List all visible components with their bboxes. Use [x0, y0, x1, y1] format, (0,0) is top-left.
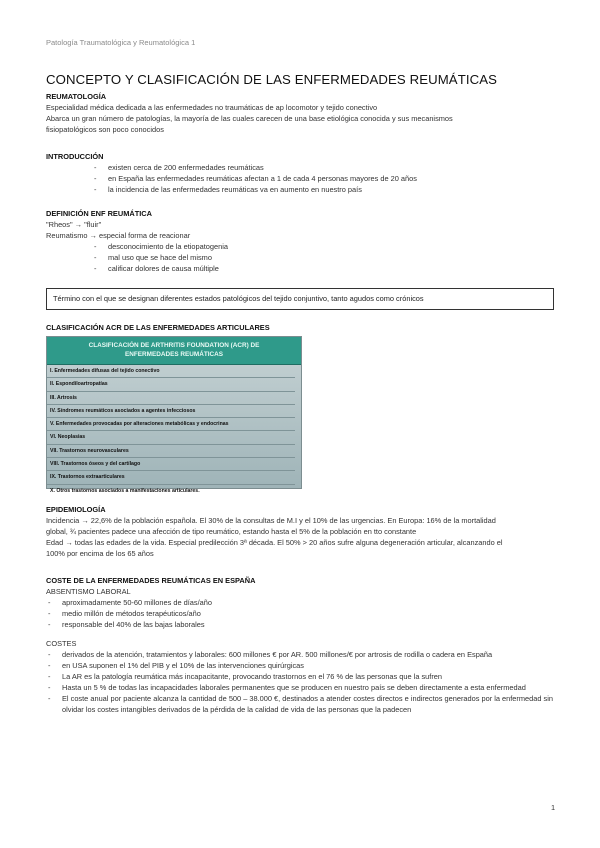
table-row: IX. Trastornos extraarticulares [47, 471, 295, 484]
table-row: II. Espondiloartropatías [47, 378, 295, 391]
paragraph-line: global, ¾ pacientes padece una afección de tipo reumático, estando hasta el 5% de la población en tto constante [46, 527, 417, 536]
list-item: - calificar dolores de causa múltiple [94, 264, 219, 273]
list-item: - en España las enfermedades reumáticas afectan a 1 de cada 4 personas mayores de 20 años [94, 174, 417, 183]
list-item: - derivados de la atención, tratamientos y laborales: 600 millones € por AR. 500 millones/€ por artrosis de rodilla o cadera en España [48, 650, 493, 659]
paragraph-line: Incidencia → 22,6% de la población española. El 30% de la consultas de M.I y el 10% de las urgencias. En Europa: 16% de la mortalidad [46, 516, 496, 525]
table-row: I. Enfermedades difusas del tejido conectivo [47, 365, 295, 378]
section-coste [46, 575, 556, 715]
page-title: CONCEPTO Y CLASIFICACIÓN DE LAS ENFERMEDADES REUMÁTICAS [46, 72, 498, 87]
paragraph-line: 100% por encima de los 65 años [46, 549, 154, 558]
paragraph-line: "Rheos" → "fluir" [46, 220, 102, 229]
table-row: X. Otros trastornos asociados a manifestaciones articulares. [50, 487, 200, 494]
list-item: - mal uso que se hace del mismo [94, 253, 212, 262]
list-item: - La AR es la patología reumática más incapacitante, provocando trastornos en el 76 % de las personas que la sufren [48, 672, 443, 681]
section-introduccion [46, 151, 556, 195]
section-heading: REUMATOLOGÍA [46, 92, 107, 101]
definition-box: Término con el que se designan diferentes estados patológicos del tejido conjuntivo, tanto agudos como crónicos [46, 288, 554, 310]
running-header: Patología Traumatológica y Reumatológica 1 [46, 38, 196, 47]
list-item: - aproximadamente 50-60 millones de días/año [48, 598, 212, 607]
absentismo-list [46, 597, 556, 630]
list-item: - Hasta un 5 % de todas las incapacidades laborales permanentes que se producen en nuestro país se deben directamente a esta enfermedad [48, 683, 526, 692]
list-item: - medio millón de métodos terapéuticos/año [48, 609, 201, 618]
section-heading: CLASIFICACIÓN ACR DE LAS ENFERMEDADES ARTICULARES [46, 323, 270, 332]
subsection-label: ABSENTISMO LABORAL [46, 587, 131, 596]
intro-list [46, 162, 556, 195]
section-heading: COSTE DE LA ENFERMEDADES REUMÁTICAS EN ESPAÑA [46, 576, 256, 585]
list-item: - existen cerca de 200 enfermedades reumáticas [94, 163, 264, 172]
subsection-label: COSTES [46, 639, 77, 648]
section-heading: DEFINICIÓN ENF REUMÁTICA [46, 209, 152, 218]
costes-list [46, 649, 556, 715]
table-header: CLASIFICACIÓN DE ARTHRITIS FOUNDATION (ACR) DE ENFERMEDADES REUMÁTICAS [47, 337, 301, 365]
section-heading: INTRODUCCIÓN [46, 152, 104, 161]
paragraph-line: Abarca un gran número de patologías, la mayoría de las cuales carecen de una base etiológica conocida y sus mecanismos fisiopatológicos son poco conocidos [46, 114, 453, 134]
table-row: VIII. Trastornos óseos y del cartílago [47, 458, 295, 471]
list-item: - responsable del 40% de las bajas laborales [48, 620, 205, 629]
paragraph-line: Especialidad médica dedicada a las enfermedades no traumáticas de ap locomotor y tejido conectivo [46, 103, 378, 112]
acr-classification-table [46, 336, 302, 494]
section-reumatologia [46, 91, 556, 135]
page-number: 1 [551, 803, 556, 812]
table-row: VI. Neoplasias [47, 431, 295, 444]
list-item: - El coste anual por paciente alcanza la cantidad de 500 – 38.000 €, destinados a atender costes directos e indirectos generados por la enfermedad sin olvidar los costes intangibles derivados de la pérdida de la calidad de vida de las personas que la padecen [48, 694, 553, 714]
list-item: - la incidencia de las enfermedades reumáticas va en aumento en nuestro país [94, 185, 362, 194]
section-epidemiologia [46, 504, 556, 559]
paragraph-line: Edad → todas las edades de la vida. Especial predilección 3ª década. El 50% > 20 años sufre alguna degeneración articular, alcanzando el [46, 538, 503, 547]
section-clasificacion [46, 322, 556, 333]
table-row: III. Artrosis [47, 392, 295, 405]
paragraph-line: Reumatismo → especial forma de reacionar [46, 231, 191, 240]
section-definicion [46, 208, 556, 274]
table-row: VII. Trastornos neurovasculares [47, 445, 295, 458]
list-item: - desconocimiento de la etiopatogenia [94, 242, 228, 251]
table-row: IV. Síndromes reumáticos asociados a agentes infecciosos [47, 405, 295, 418]
list-item: - en USA suponen el 1% del PIB y el 10% de las intervenciones quirúrgicas [48, 661, 304, 670]
definition-list [46, 241, 556, 274]
table-row: V. Enfermedades provocadas por alteraciones metabólicas y endocrinas [47, 418, 295, 431]
section-heading: EPIDEMIOLOGÍA [46, 505, 106, 514]
